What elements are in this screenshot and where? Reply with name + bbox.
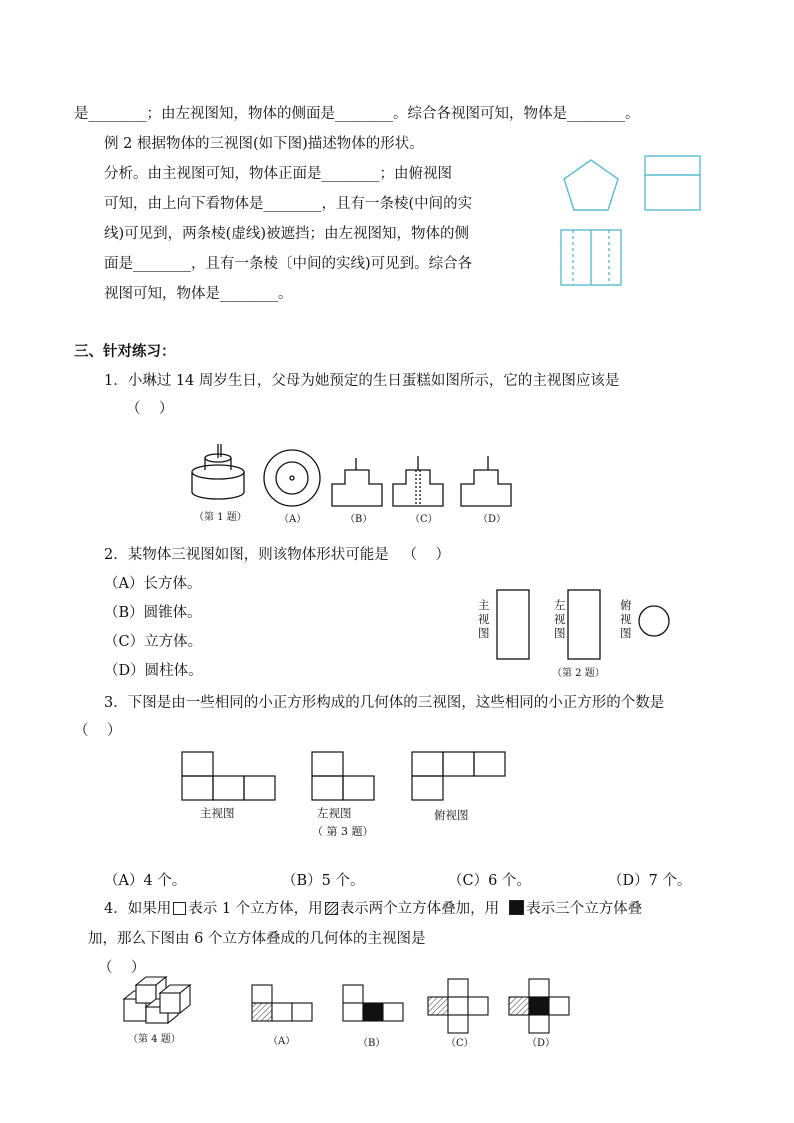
q2-figure xyxy=(490,585,680,665)
q3-option-b: （B）5 个。 xyxy=(282,873,365,889)
q4-paren: （ ） xyxy=(98,960,146,976)
q4-option-c-drawing xyxy=(428,979,488,1033)
q4-figure xyxy=(120,975,580,1035)
analysis-line-3: 线)可见到，两条棱(虚线)被遮挡；由左视图知，物体的侧 xyxy=(104,226,469,242)
q1-option-a-drawing xyxy=(264,450,320,506)
q3-side-view xyxy=(312,752,374,800)
q1-figure xyxy=(190,440,530,510)
q3-side-label: 左视图 xyxy=(317,806,352,820)
q3-caption: （ 第 3 题） xyxy=(312,825,374,838)
q1-caption-d: （D） xyxy=(478,514,507,525)
example-2-heading: 例 2 根据物体的三视图(如下图)描述物体的形状。 xyxy=(104,136,424,152)
q2-side-view-label: 左视图 xyxy=(554,598,566,640)
q1-paren: （ ） xyxy=(126,401,174,417)
q2-text: 2．某物体三视图如图，则该物体形状可能是 （ ） xyxy=(104,547,450,563)
q3-top-view xyxy=(412,752,505,800)
q4-text-part-2: 表示 1 个立方体，用 xyxy=(188,901,323,917)
q4-option-b-drawing xyxy=(343,985,403,1021)
q3-option-a: （A）4 个。 xyxy=(104,873,187,889)
q4-text-part-1: 4．如果用 xyxy=(104,901,172,917)
q2-top-view-label: 俯视图 xyxy=(620,598,632,640)
analysis-line-4: 面是________，且有一条棱〔中间的实线)可见到。综合各 xyxy=(104,256,473,272)
q1-option-b-drawing xyxy=(332,470,382,506)
q4-caption-a: （A） xyxy=(268,1036,296,1047)
q1-caption-c: （C） xyxy=(410,514,438,525)
filled-square-icon xyxy=(509,900,524,915)
q4-caption-d: （D） xyxy=(527,1038,556,1049)
q2-option-c: （C）立方体。 xyxy=(104,634,203,650)
q3-option-c: （C）6 个。 xyxy=(448,873,531,889)
q3-figure xyxy=(180,750,510,802)
q1-caption-b: （B） xyxy=(345,514,373,525)
q2-option-d: （D）圆柱体。 xyxy=(104,663,203,679)
q2-option-a: （A）长方体。 xyxy=(104,576,202,592)
q3-front-label: 主视图 xyxy=(200,806,235,820)
q4-cube-stack-drawing xyxy=(124,977,190,1023)
q2-option-b: （B）圆锥体。 xyxy=(104,605,202,621)
q2-front-view xyxy=(497,590,529,659)
q4-text-part-3: 表示两个立方体叠加，用 xyxy=(339,901,500,917)
single-cube-icon xyxy=(173,902,186,915)
q1-caption: （第 1 题） xyxy=(194,512,247,523)
q2-caption: （第 2 题） xyxy=(552,668,605,679)
q2-top-view xyxy=(639,606,669,636)
q4-caption: （第 4 题） xyxy=(128,1034,181,1045)
hatched-square-icon xyxy=(325,902,338,915)
section-title: 三、针对练习： xyxy=(74,344,176,360)
q4-text-part-4: 表示三个立方体叠 xyxy=(526,901,643,917)
q1-option-d-drawing xyxy=(461,470,511,506)
analysis-line-5: 视图可知，物体是________。 xyxy=(104,286,293,302)
q1-caption-a: （A） xyxy=(279,514,307,525)
q2-side-view xyxy=(568,590,600,659)
q4-caption-c: （C） xyxy=(446,1038,474,1049)
analysis-line-1: 分析。由主视图可知，物体正面是________；由俯视图 xyxy=(104,166,452,182)
top-view-rect xyxy=(645,156,700,210)
q1-text: 1．小琳过 14 周岁生日，父母为她预定的生日蛋糕如图所示，它的主视图应该是 xyxy=(104,373,620,389)
q2-front-view-label: 主视图 xyxy=(478,598,490,640)
q1-option-c-drawing xyxy=(393,470,443,506)
q4-line-2: 加，那么下图由 6 个立方体叠成的几何体的主视图是 xyxy=(88,931,426,947)
q4-caption-b: （B） xyxy=(358,1038,386,1049)
analysis-line-2: 可知，由上向下看物体是________，且有一条棱(中间的实 xyxy=(104,196,473,212)
q3-top-label: 俯视图 xyxy=(434,808,469,822)
q3-option-d: （D）7 个。 xyxy=(608,873,692,889)
q3-front-view xyxy=(182,752,275,800)
q4-option-a-drawing xyxy=(252,985,312,1021)
pentagon-front-view xyxy=(564,160,618,210)
q3-paren: （ ） xyxy=(74,723,122,739)
example-2-figure xyxy=(555,150,715,290)
q3-text: 3．下图是由一些相同的小正方形构成的几何体的三视图，这些相同的小正方形的个数是 xyxy=(104,695,665,711)
cake-3d-drawing xyxy=(192,444,244,499)
q4-option-d-drawing xyxy=(509,979,569,1033)
q4-line-1 xyxy=(104,899,642,919)
intro-line-1: 是________；由左视图知，物体的侧面是________。综合各视图可知，物体是________。 xyxy=(74,106,640,122)
